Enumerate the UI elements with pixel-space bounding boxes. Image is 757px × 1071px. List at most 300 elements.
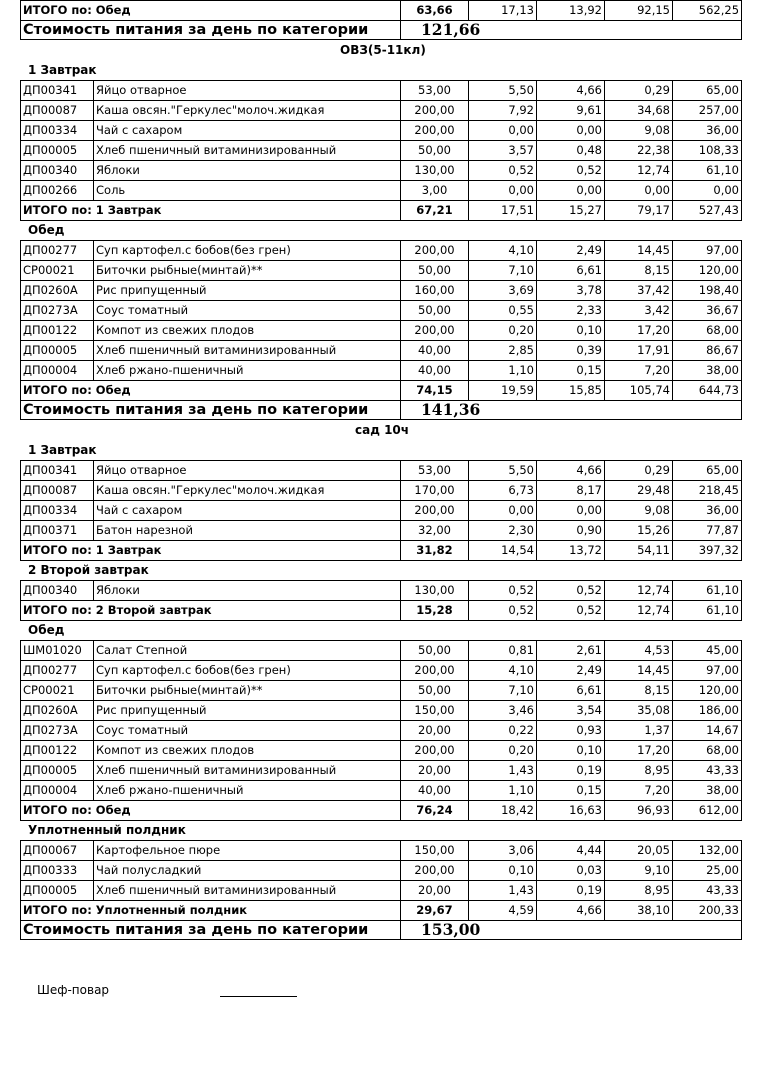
daily-cost-value: 153,00: [401, 921, 742, 940]
item-kcal: 0,00: [673, 181, 742, 201]
item-protein: 1,10: [469, 361, 537, 381]
item-carbs: 12,74: [605, 581, 673, 601]
total-weight: 76,24: [401, 801, 469, 821]
total-weight: 29,67: [401, 901, 469, 921]
item-name: Соус томатный: [94, 721, 401, 741]
item-fat: 0,00: [537, 181, 605, 201]
item-kcal: 97,00: [673, 661, 742, 681]
item-protein: 0,81: [469, 641, 537, 661]
item-protein: 1,43: [469, 761, 537, 781]
total-label: ИТОГО по: 2 Второй завтрак: [21, 601, 401, 621]
item-fat: 0,93: [537, 721, 605, 741]
daily-cost-label: Стоимость питания за день по категории: [21, 921, 401, 940]
total-carbs: 79,17: [605, 201, 673, 221]
item-weight: 200,00: [401, 321, 469, 341]
item-protein: 1,10: [469, 781, 537, 801]
item-code: СР00021: [21, 681, 94, 701]
item-code: ДП0260А: [21, 281, 94, 301]
item-kcal: 108,33: [673, 141, 742, 161]
total-weight: 74,15: [401, 381, 469, 401]
total-weight: 31,82: [401, 541, 469, 561]
total-row: [21, 1, 742, 21]
item-code: ДП00334: [21, 501, 94, 521]
item-fat: 0,00: [537, 121, 605, 141]
total-fat: 4,66: [537, 901, 605, 921]
item-fat: 0,39: [537, 341, 605, 361]
item-code: ДП00087: [21, 481, 94, 501]
daily-cost-row: [21, 401, 742, 420]
item-name: Биточки рыбные(минтай)**: [94, 681, 401, 701]
item-fat: 2,61: [537, 641, 605, 661]
item-protein: 0,22: [469, 721, 537, 741]
item-kcal: 38,00: [673, 781, 742, 801]
item-code: ДП00333: [21, 861, 94, 881]
item-weight: 20,00: [401, 721, 469, 741]
meal-title: 2 Второй завтрак: [28, 563, 149, 577]
item-carbs: 17,91: [605, 341, 673, 361]
total-row: [21, 901, 742, 921]
item-code: ДП00334: [21, 121, 94, 141]
item-carbs: 17,20: [605, 321, 673, 341]
daily-cost-value: 141,36: [401, 401, 742, 420]
table-row: [21, 661, 742, 681]
item-carbs: 3,42: [605, 301, 673, 321]
item-fat: 3,78: [537, 281, 605, 301]
total-fat: 15,85: [537, 381, 605, 401]
item-carbs: 0,29: [605, 461, 673, 481]
item-code: ДП00005: [21, 881, 94, 901]
daily-cost-value: 121,66: [401, 21, 742, 40]
item-kcal: 43,33: [673, 761, 742, 781]
item-name: Яйцо отварное: [94, 81, 401, 101]
item-fat: 0,15: [537, 781, 605, 801]
signature-line: [220, 996, 297, 997]
item-kcal: 97,00: [673, 241, 742, 261]
table-row: [21, 521, 742, 541]
chef-signature-label: Шеф-повар: [37, 983, 110, 997]
item-code: ДП00005: [21, 761, 94, 781]
item-carbs: 4,53: [605, 641, 673, 661]
total-row: [21, 801, 742, 821]
item-name: Каша овсян."Геркулес"молоч.жидкая: [94, 481, 401, 501]
item-protein: 2,85: [469, 341, 537, 361]
meal-table: [20, 580, 742, 621]
item-protein: 0,52: [469, 581, 537, 601]
total-carbs: 105,74: [605, 381, 673, 401]
table-row: [21, 701, 742, 721]
total-fat: 13,92: [537, 1, 605, 21]
item-fat: 3,54: [537, 701, 605, 721]
table-row: [21, 501, 742, 521]
item-fat: 2,49: [537, 661, 605, 681]
item-carbs: 1,37: [605, 721, 673, 741]
item-weight: 200,00: [401, 861, 469, 881]
item-name: Картофельное пюре: [94, 841, 401, 861]
item-protein: 7,92: [469, 101, 537, 121]
item-protein: 6,73: [469, 481, 537, 501]
category-title: сад 10ч: [355, 423, 410, 437]
item-weight: 150,00: [401, 841, 469, 861]
total-protein: 19,59: [469, 381, 537, 401]
meal-table: [20, 80, 742, 221]
item-fat: 0,10: [537, 321, 605, 341]
item-weight: 160,00: [401, 281, 469, 301]
item-code: ДП00122: [21, 741, 94, 761]
item-carbs: 20,05: [605, 841, 673, 861]
total-label: ИТОГО по: Обед: [21, 801, 401, 821]
item-weight: 40,00: [401, 341, 469, 361]
item-weight: 170,00: [401, 481, 469, 501]
daily-cost-row: [21, 21, 742, 40]
item-weight: 50,00: [401, 641, 469, 661]
total-row: [21, 201, 742, 221]
item-kcal: 257,00: [673, 101, 742, 121]
table-row: [21, 741, 742, 761]
total-weight: 67,21: [401, 201, 469, 221]
total-fat: 16,63: [537, 801, 605, 821]
total-row: [21, 541, 742, 561]
item-protein: 3,57: [469, 141, 537, 161]
item-fat: 0,10: [537, 741, 605, 761]
item-name: Рис припущенный: [94, 281, 401, 301]
item-weight: 20,00: [401, 881, 469, 901]
total-carbs: 38,10: [605, 901, 673, 921]
meal-table: [20, 240, 742, 420]
item-code: ДП00371: [21, 521, 94, 541]
item-carbs: 35,08: [605, 701, 673, 721]
item-weight: 50,00: [401, 681, 469, 701]
item-protein: 3,69: [469, 281, 537, 301]
item-carbs: 8,95: [605, 881, 673, 901]
item-fat: 0,03: [537, 861, 605, 881]
item-fat: 4,66: [537, 81, 605, 101]
table-row: [21, 341, 742, 361]
item-name: Чай с сахаром: [94, 121, 401, 141]
item-fat: 2,49: [537, 241, 605, 261]
item-name: Хлеб ржано-пшеничный: [94, 781, 401, 801]
item-fat: 0,15: [537, 361, 605, 381]
table-row: [21, 141, 742, 161]
item-kcal: 43,33: [673, 881, 742, 901]
item-kcal: 68,00: [673, 741, 742, 761]
item-protein: 0,00: [469, 181, 537, 201]
item-kcal: 25,00: [673, 861, 742, 881]
item-name: Чай с сахаром: [94, 501, 401, 521]
item-weight: 53,00: [401, 81, 469, 101]
table-row: [21, 241, 742, 261]
item-name: Хлеб пшеничный витаминизированный: [94, 761, 401, 781]
item-name: Хлеб пшеничный витаминизированный: [94, 881, 401, 901]
item-code: ДП00340: [21, 161, 94, 181]
table-row: [21, 481, 742, 501]
meal-title: Уплотненный полдник: [28, 823, 186, 837]
table-row: [21, 681, 742, 701]
item-weight: 40,00: [401, 781, 469, 801]
item-code: ДП00277: [21, 241, 94, 261]
item-kcal: 132,00: [673, 841, 742, 861]
item-carbs: 14,45: [605, 661, 673, 681]
item-protein: 0,52: [469, 161, 537, 181]
item-carbs: 8,95: [605, 761, 673, 781]
total-protein: 18,42: [469, 801, 537, 821]
item-weight: 50,00: [401, 301, 469, 321]
item-weight: 53,00: [401, 461, 469, 481]
item-kcal: 120,00: [673, 261, 742, 281]
item-code: ДП00277: [21, 661, 94, 681]
item-weight: 40,00: [401, 361, 469, 381]
item-name: Компот из свежих плодов: [94, 741, 401, 761]
item-name: Яблоки: [94, 161, 401, 181]
item-carbs: 29,48: [605, 481, 673, 501]
item-name: Суп картофел.с бобов(без грен): [94, 241, 401, 261]
total-carbs: 92,15: [605, 1, 673, 21]
item-fat: 6,61: [537, 261, 605, 281]
item-protein: 0,20: [469, 321, 537, 341]
item-kcal: 36,67: [673, 301, 742, 321]
item-name: Каша овсян."Геркулес"молоч.жидкая: [94, 101, 401, 121]
item-name: Соль: [94, 181, 401, 201]
item-fat: 0,52: [537, 581, 605, 601]
item-carbs: 17,20: [605, 741, 673, 761]
total-fat: 0,52: [537, 601, 605, 621]
table-row: [21, 581, 742, 601]
item-fat: 4,66: [537, 461, 605, 481]
total-weight: 63,66: [401, 1, 469, 21]
item-protein: 0,20: [469, 741, 537, 761]
item-kcal: 198,40: [673, 281, 742, 301]
total-protein: 14,54: [469, 541, 537, 561]
item-weight: 3,00: [401, 181, 469, 201]
item-name: Чай полусладкий: [94, 861, 401, 881]
item-kcal: 36,00: [673, 501, 742, 521]
item-weight: 130,00: [401, 581, 469, 601]
item-kcal: 218,45: [673, 481, 742, 501]
table-row: [21, 81, 742, 101]
item-carbs: 7,20: [605, 781, 673, 801]
total-kcal: 562,25: [673, 1, 742, 21]
item-protein: 1,43: [469, 881, 537, 901]
item-carbs: 0,29: [605, 81, 673, 101]
table-row: [21, 841, 742, 861]
item-fat: 4,44: [537, 841, 605, 861]
item-fat: 0,19: [537, 761, 605, 781]
total-row: [21, 601, 742, 621]
item-carbs: 15,26: [605, 521, 673, 541]
item-protein: 0,00: [469, 121, 537, 141]
item-kcal: 38,00: [673, 361, 742, 381]
item-name: Хлеб пшеничный витаминизированный: [94, 141, 401, 161]
category-title: ОВЗ(5-11кл): [340, 43, 426, 57]
item-carbs: 22,38: [605, 141, 673, 161]
item-name: Биточки рыбные(минтай)**: [94, 261, 401, 281]
total-protein: 4,59: [469, 901, 537, 921]
total-weight: 15,28: [401, 601, 469, 621]
table-row: [21, 721, 742, 741]
item-protein: 5,50: [469, 81, 537, 101]
item-carbs: 0,00: [605, 181, 673, 201]
item-carbs: 9,08: [605, 501, 673, 521]
item-name: Батон нарезной: [94, 521, 401, 541]
item-code: ДП00004: [21, 361, 94, 381]
total-fat: 15,27: [537, 201, 605, 221]
table-row: [21, 301, 742, 321]
total-carbs: 54,11: [605, 541, 673, 561]
item-name: Рис припущенный: [94, 701, 401, 721]
item-protein: 4,10: [469, 661, 537, 681]
item-code: ДП00004: [21, 781, 94, 801]
total-kcal: 397,32: [673, 541, 742, 561]
meal-table: [20, 840, 742, 940]
daily-cost-row: [21, 921, 742, 940]
table-row: [21, 101, 742, 121]
item-weight: 200,00: [401, 241, 469, 261]
item-code: ДП0273А: [21, 301, 94, 321]
item-fat: 0,19: [537, 881, 605, 901]
table-row: [21, 761, 742, 781]
item-code: ДП00005: [21, 141, 94, 161]
item-fat: 0,48: [537, 141, 605, 161]
total-label: ИТОГО по: 1 Завтрак: [21, 201, 401, 221]
total-carbs: 12,74: [605, 601, 673, 621]
item-kcal: 186,00: [673, 701, 742, 721]
item-kcal: 36,00: [673, 121, 742, 141]
item-weight: 20,00: [401, 761, 469, 781]
item-name: Хлеб пшеничный витаминизированный: [94, 341, 401, 361]
item-weight: 200,00: [401, 661, 469, 681]
item-weight: 200,00: [401, 741, 469, 761]
item-name: Хлеб ржано-пшеничный: [94, 361, 401, 381]
item-carbs: 14,45: [605, 241, 673, 261]
meal-title: Обед: [28, 223, 65, 237]
item-code: ДП00341: [21, 81, 94, 101]
table-row: [21, 361, 742, 381]
meal-table: [20, 460, 742, 561]
item-code: ДП00341: [21, 461, 94, 481]
item-weight: 50,00: [401, 261, 469, 281]
item-weight: 130,00: [401, 161, 469, 181]
item-protein: 4,10: [469, 241, 537, 261]
item-protein: 7,10: [469, 261, 537, 281]
item-fat: 6,61: [537, 681, 605, 701]
total-protein: 17,51: [469, 201, 537, 221]
item-fat: 0,00: [537, 501, 605, 521]
item-name: Компот из свежих плодов: [94, 321, 401, 341]
item-name: Суп картофел.с бобов(без грен): [94, 661, 401, 681]
table-row: [21, 641, 742, 661]
item-carbs: 37,42: [605, 281, 673, 301]
table-row: [21, 121, 742, 141]
item-protein: 3,46: [469, 701, 537, 721]
item-weight: 50,00: [401, 141, 469, 161]
meal-table: [20, 640, 742, 821]
item-code: ДП0273А: [21, 721, 94, 741]
item-carbs: 34,68: [605, 101, 673, 121]
item-carbs: 7,20: [605, 361, 673, 381]
item-name: Яйцо отварное: [94, 461, 401, 481]
item-weight: 200,00: [401, 501, 469, 521]
item-kcal: 61,10: [673, 581, 742, 601]
meal-title: 1 Завтрак: [28, 63, 97, 77]
item-fat: 2,33: [537, 301, 605, 321]
item-fat: 0,90: [537, 521, 605, 541]
total-kcal: 61,10: [673, 601, 742, 621]
item-carbs: 12,74: [605, 161, 673, 181]
total-kcal: 527,43: [673, 201, 742, 221]
table-row: [21, 181, 742, 201]
item-code: СР00021: [21, 261, 94, 281]
item-protein: 0,55: [469, 301, 537, 321]
item-weight: 32,00: [401, 521, 469, 541]
item-code: ДП00122: [21, 321, 94, 341]
total-kcal: 644,73: [673, 381, 742, 401]
total-row: [21, 381, 742, 401]
item-kcal: 14,67: [673, 721, 742, 741]
item-code: ДП00340: [21, 581, 94, 601]
item-kcal: 86,67: [673, 341, 742, 361]
item-weight: 200,00: [401, 121, 469, 141]
item-protein: 0,00: [469, 501, 537, 521]
table-row: [21, 161, 742, 181]
item-fat: 8,17: [537, 481, 605, 501]
item-code: ДП00067: [21, 841, 94, 861]
table-row: [21, 281, 742, 301]
item-kcal: 65,00: [673, 81, 742, 101]
meal-title: 1 Завтрак: [28, 443, 97, 457]
item-protein: 7,10: [469, 681, 537, 701]
item-carbs: 9,10: [605, 861, 673, 881]
item-code: ДП00005: [21, 341, 94, 361]
item-carbs: 8,15: [605, 681, 673, 701]
item-protein: 5,50: [469, 461, 537, 481]
item-code: ШМ01020: [21, 641, 94, 661]
daily-cost-label: Стоимость питания за день по категории: [21, 21, 401, 40]
item-kcal: 61,10: [673, 161, 742, 181]
item-kcal: 45,00: [673, 641, 742, 661]
item-protein: 3,06: [469, 841, 537, 861]
previous-category-table: [20, 0, 742, 40]
item-protein: 0,10: [469, 861, 537, 881]
total-label: ИТОГО по: Уплотненный полдник: [21, 901, 401, 921]
total-fat: 13,72: [537, 541, 605, 561]
total-carbs: 96,93: [605, 801, 673, 821]
table-row: [21, 321, 742, 341]
item-code: ДП00087: [21, 101, 94, 121]
item-carbs: 9,08: [605, 121, 673, 141]
item-code: ДП00266: [21, 181, 94, 201]
total-kcal: 612,00: [673, 801, 742, 821]
item-name: Яблоки: [94, 581, 401, 601]
item-name: Салат Степной: [94, 641, 401, 661]
item-protein: 2,30: [469, 521, 537, 541]
item-carbs: 8,15: [605, 261, 673, 281]
table-row: [21, 861, 742, 881]
table-row: [21, 881, 742, 901]
table-row: [21, 461, 742, 481]
item-code: ДП0260А: [21, 701, 94, 721]
item-kcal: 120,00: [673, 681, 742, 701]
item-fat: 9,61: [537, 101, 605, 121]
item-kcal: 68,00: [673, 321, 742, 341]
total-protein: 0,52: [469, 601, 537, 621]
item-weight: 200,00: [401, 101, 469, 121]
table-row: [21, 261, 742, 281]
total-label: ИТОГО по: Обед: [21, 381, 401, 401]
item-fat: 0,52: [537, 161, 605, 181]
total-label: ИТОГО по: 1 Завтрак: [21, 541, 401, 561]
daily-cost-label: Стоимость питания за день по категории: [21, 401, 401, 420]
item-kcal: 65,00: [673, 461, 742, 481]
total-kcal: 200,33: [673, 901, 742, 921]
